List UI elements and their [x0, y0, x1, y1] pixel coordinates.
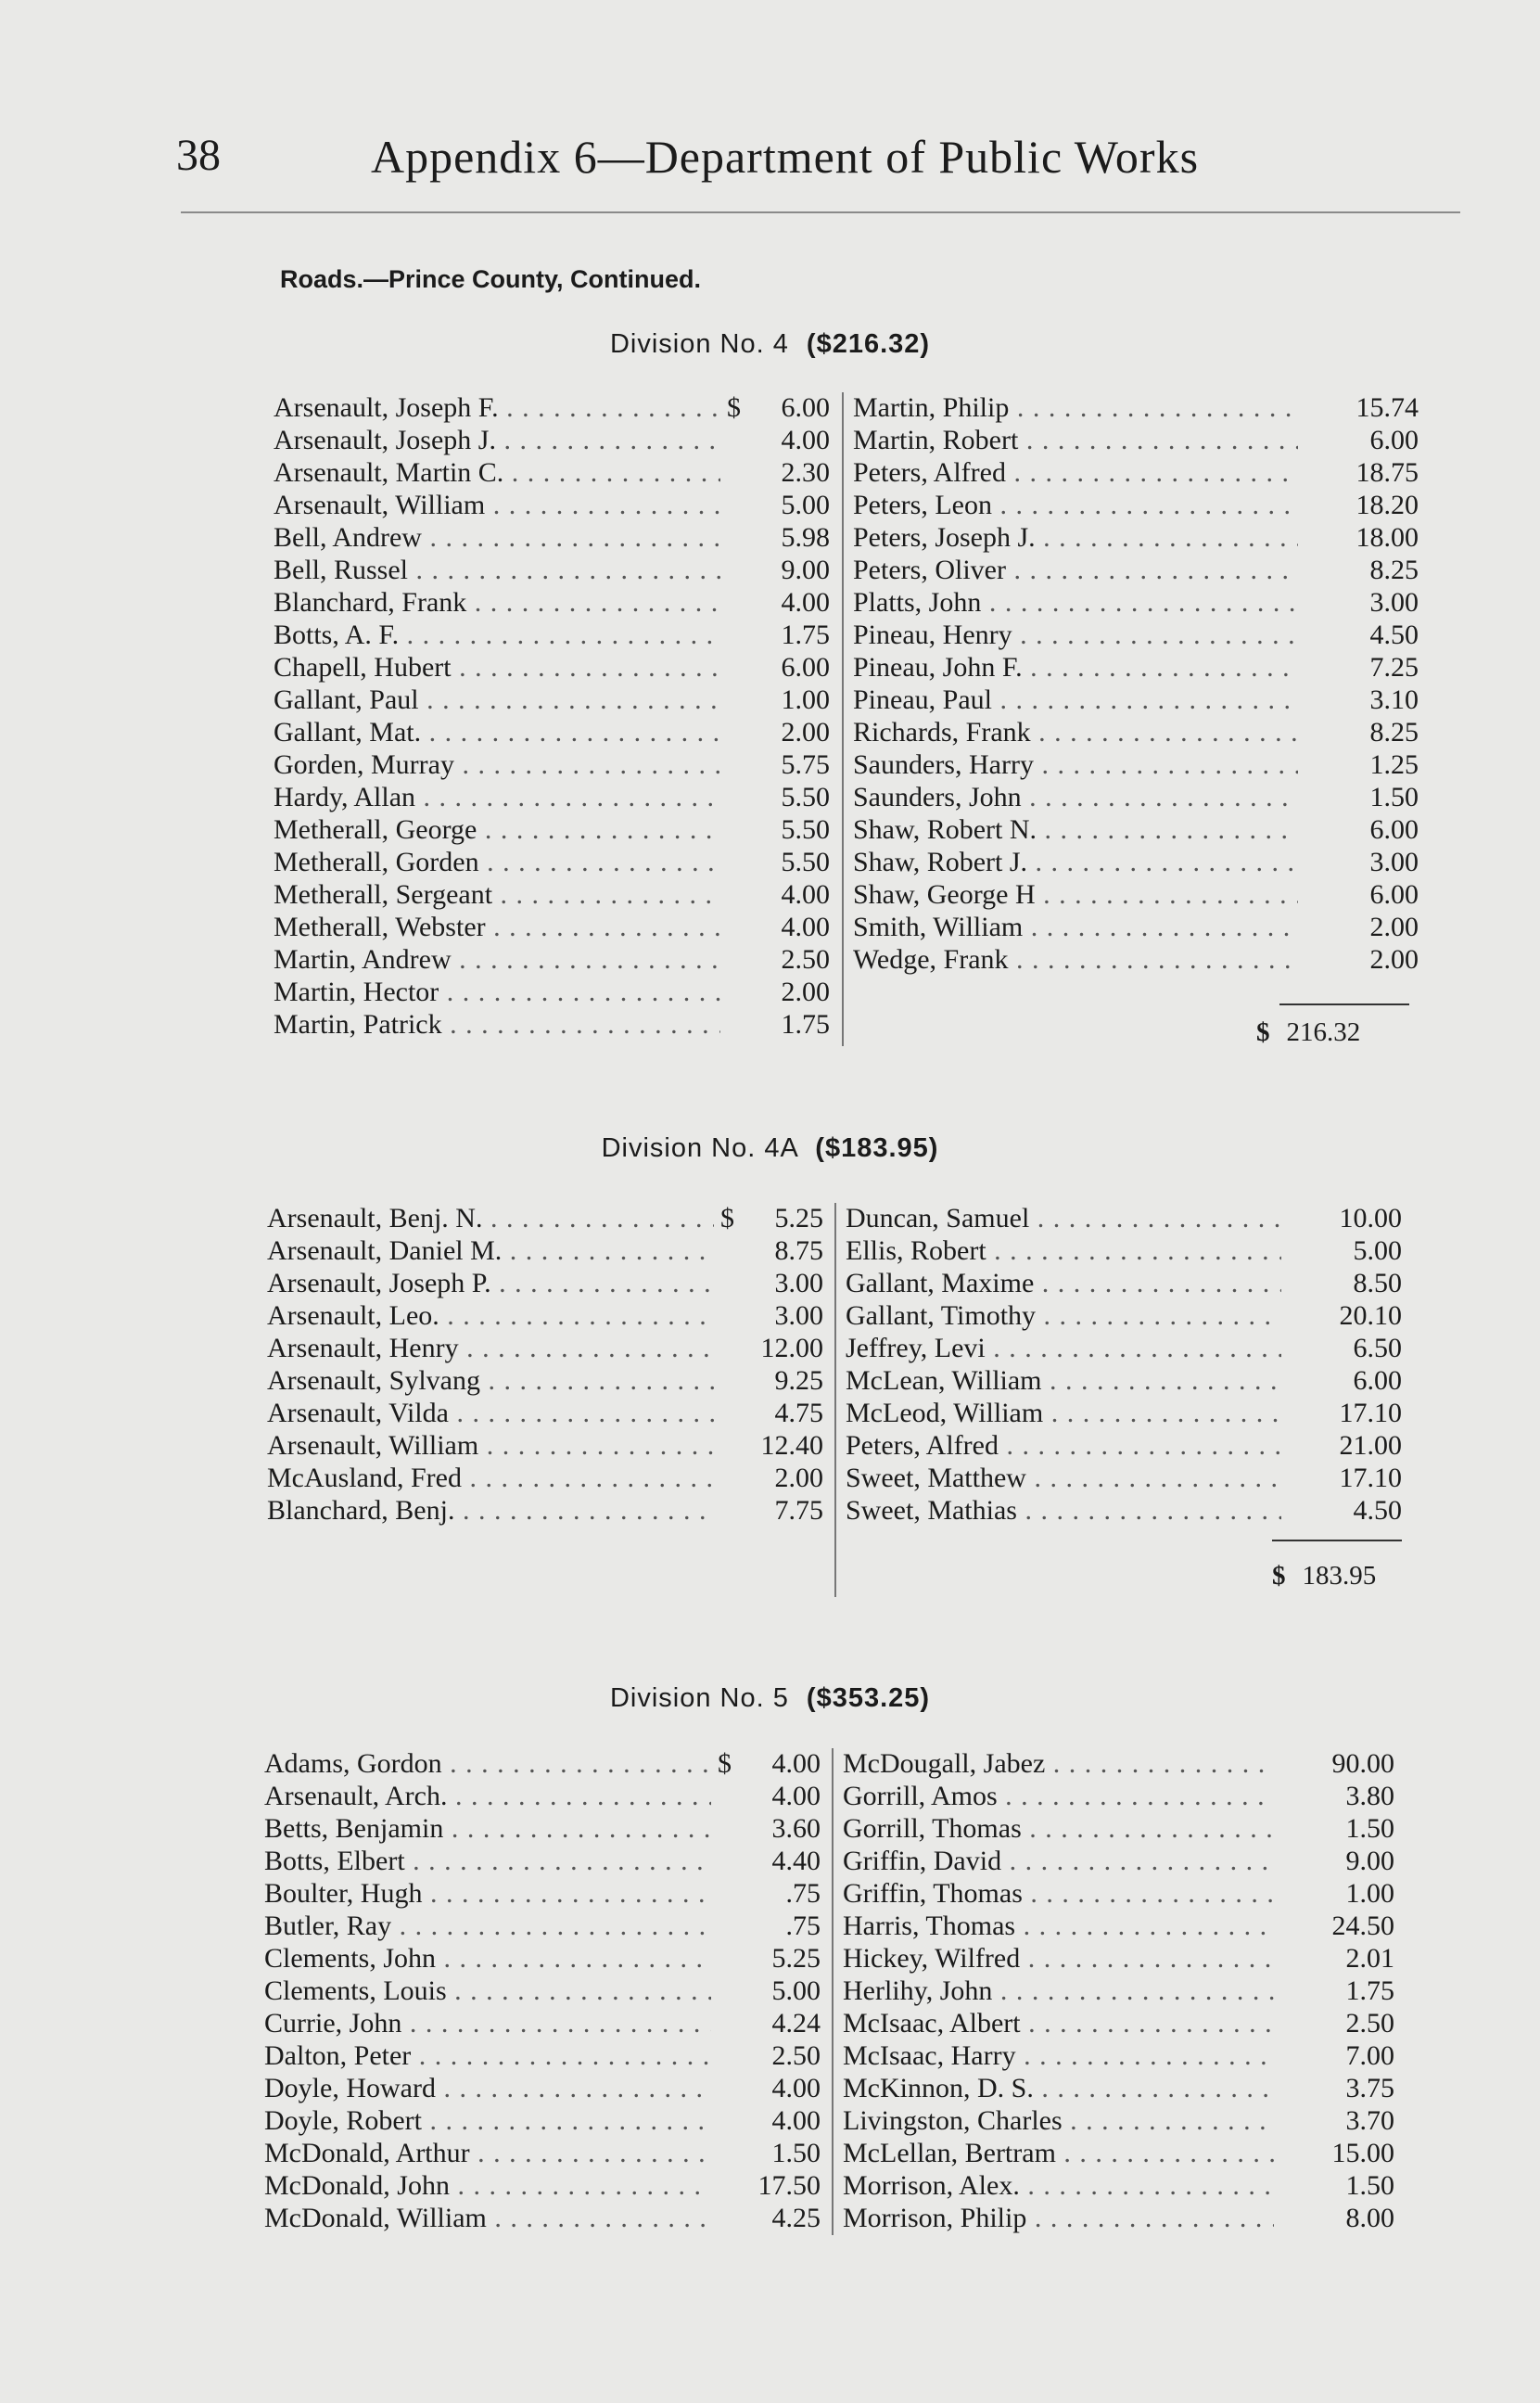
payee-name: Martin, Robert . . .	[853, 425, 1298, 456]
table-row	[264, 1975, 821, 2008]
payee-name: McKinnon, D. S. . . .	[843, 2073, 1274, 2104]
payee-name: Peters, Joseph J. . . .	[853, 522, 1298, 554]
total-rule	[1279, 1003, 1409, 1005]
table-row	[846, 1398, 1540, 1430]
payment-amount: 9.25	[774, 1365, 823, 1396]
payee-name: Gorrill, Amos . . .	[843, 1781, 1274, 1812]
table-row	[853, 425, 1540, 457]
division-title: Division No. 4A	[601, 1133, 798, 1163]
payee-name: Metherall, George . . .	[274, 814, 720, 846]
payment-amount: 1.75	[781, 620, 830, 650]
payment-amount: 20.10	[1339, 1300, 1402, 1331]
column-divider	[842, 392, 844, 1046]
table-row	[853, 620, 1540, 652]
payment-amount: 6.00	[781, 392, 830, 423]
table-row	[274, 814, 830, 847]
payment-amount: 2.00	[1369, 912, 1419, 942]
payee-name: Arsenault, Arch. . . .	[264, 1781, 711, 1812]
payee-name: McLellan, Bertram . . .	[843, 2138, 1274, 2169]
table-row	[846, 1430, 1540, 1463]
payee-name: Arsenault, Joseph P. . . .	[267, 1268, 714, 1299]
payment-amount: 3.10	[1369, 684, 1419, 715]
right-column	[843, 1748, 1540, 2235]
payment-amount: 4.00	[771, 1748, 821, 1779]
payee-name: Hardy, Allan . . .	[274, 782, 720, 813]
payee-name: Peters, Oliver . . .	[853, 555, 1298, 586]
table-row	[853, 490, 1540, 522]
payee-name: Chapell, Hubert . . .	[274, 652, 720, 684]
table-row	[274, 457, 830, 490]
table-row	[843, 1846, 1540, 1878]
payment-amount: 1.50	[1345, 2170, 1394, 2201]
payee-name: Pineau, Henry . . .	[853, 620, 1298, 651]
payee-name: Peters, Alfred . . .	[853, 457, 1298, 489]
table-row	[853, 457, 1540, 490]
payment-amount: 6.00	[1353, 1365, 1402, 1396]
payee-name: Ellis, Robert . . .	[846, 1235, 1281, 1267]
table-row	[274, 1009, 830, 1042]
payee-name: Gallant, Paul . . .	[274, 684, 720, 716]
payee-name: Boulter, Hugh . . .	[264, 1878, 711, 1910]
payment-amount: 6.00	[1369, 814, 1419, 845]
payee-name: Martin, Andrew . . .	[274, 944, 720, 976]
payee-name: Arsenault, Leo. . . .	[267, 1300, 714, 1332]
table-row	[853, 944, 1540, 977]
column-divider	[832, 1748, 834, 2235]
payee-name: Shaw, Robert N. . . .	[853, 814, 1298, 846]
table-row	[274, 749, 830, 782]
payment-amount: 6.00	[1369, 425, 1419, 455]
payee-name: Bell, Andrew . . .	[274, 522, 720, 554]
payee-name: Hickey, Wilfred . . .	[843, 1943, 1274, 1975]
payment-amount: 2.50	[771, 2040, 821, 2071]
payee-name: Morrison, Alex. . . .	[843, 2170, 1274, 2202]
payment-amount: 3.00	[774, 1300, 823, 1331]
total-dollar-sign: $	[1272, 1561, 1286, 1591]
table-row	[267, 1268, 823, 1300]
payee-name: Harris, Thomas . . .	[843, 1911, 1274, 1942]
payment-amount: 4.50	[1369, 620, 1419, 650]
table-row	[274, 587, 830, 620]
payee-name: Metherall, Sergeant . . .	[274, 879, 720, 911]
table-row	[264, 2138, 821, 2170]
payment-amount: 3.80	[1345, 1781, 1394, 1811]
payee-name: Saunders, Harry . . .	[853, 749, 1298, 781]
table-row	[274, 392, 830, 425]
table-row	[264, 1781, 821, 1813]
payment-amount: 6.00	[1369, 879, 1419, 910]
payment-amount: 6.00	[781, 652, 830, 683]
payee-name: Metherall, Webster . . .	[274, 912, 720, 943]
payment-amount: 5.00	[781, 490, 830, 520]
table-row	[843, 2203, 1540, 2235]
table-row	[264, 1911, 821, 1943]
table-row	[264, 1878, 821, 1911]
payment-amount: 4.00	[781, 879, 830, 910]
table-row	[264, 2073, 821, 2105]
table-row	[264, 2008, 821, 2040]
table-row	[853, 782, 1540, 814]
table-row	[267, 1398, 823, 1430]
payee-name: Martin, Philip . . .	[853, 392, 1298, 424]
payee-name: Gorden, Murray . . .	[274, 749, 720, 781]
payee-name: Gallant, Maxime . . .	[846, 1268, 1281, 1299]
table-row	[274, 847, 830, 879]
table-row	[267, 1463, 823, 1495]
payee-name: Arsenault, Martin C. . . .	[274, 457, 720, 489]
table-row	[267, 1430, 823, 1463]
payee-name: McDonald, Arthur . . .	[264, 2138, 711, 2169]
payee-name: Doyle, Howard . . .	[264, 2073, 711, 2104]
table-row	[853, 749, 1540, 782]
table-row	[274, 684, 830, 717]
total-dollar-sign: $	[1256, 1017, 1270, 1047]
payment-amount: 5.00	[771, 1975, 821, 2006]
payment-amount: 4.24	[771, 2008, 821, 2039]
division-heading	[0, 1133, 1540, 1164]
table-row	[843, 2138, 1540, 2170]
payment-amount: 10.00	[1339, 1203, 1402, 1233]
table-row	[274, 652, 830, 684]
payment-amount: 9.00	[1345, 1846, 1394, 1876]
payment-amount: 1.50	[1345, 1813, 1394, 1844]
payment-amount: 8.75	[774, 1235, 823, 1266]
section-subheading: Roads.—Prince County, Continued.	[280, 265, 702, 293]
payee-name: Arsenault, Vilda . . .	[267, 1398, 714, 1429]
table-row	[267, 1203, 823, 1235]
payment-amount: 2.30	[781, 457, 830, 488]
page-header	[176, 130, 1326, 195]
payment-amount: 4.25	[771, 2203, 821, 2233]
table-row	[267, 1235, 823, 1268]
payment-amount: 17.10	[1339, 1398, 1402, 1428]
right-column	[853, 392, 1540, 977]
payment-amount: 2.00	[781, 977, 830, 1007]
table-row	[267, 1333, 823, 1365]
table-row	[843, 2170, 1540, 2203]
payment-amount: 15.00	[1331, 2138, 1394, 2168]
dollar-sign: $	[727, 392, 741, 423]
payee-name: Gallant, Timothy . . .	[846, 1300, 1281, 1332]
payee-name: Arsenault, Sylvang . . .	[267, 1365, 714, 1397]
payment-amount: 15.74	[1355, 392, 1419, 423]
payment-amount: 1.25	[1369, 749, 1419, 780]
table-row	[846, 1365, 1540, 1398]
payee-name: Arsenault, Henry . . .	[267, 1333, 714, 1364]
table-row	[264, 2203, 821, 2235]
table-row	[853, 879, 1540, 912]
payee-name: Betts, Benjamin . . .	[264, 1813, 711, 1845]
table-row	[843, 1975, 1540, 2008]
payment-amount: 90.00	[1331, 1748, 1394, 1779]
payee-name: Blanchard, Frank . . .	[274, 587, 720, 619]
table-row	[264, 1943, 821, 1975]
payment-amount: 2.01	[1345, 1943, 1394, 1974]
payment-amount: 4.00	[771, 2073, 821, 2103]
payment-amount: 5.00	[1353, 1235, 1402, 1266]
payment-amount: 18.00	[1355, 522, 1419, 553]
payment-amount: 17.50	[757, 2170, 821, 2201]
table-row	[264, 2105, 821, 2138]
payee-name: Richards, Frank . . .	[853, 717, 1298, 748]
table-row	[846, 1495, 1540, 1527]
payment-amount: 5.50	[781, 814, 830, 845]
table-row	[853, 814, 1540, 847]
table-row	[843, 1781, 1540, 1813]
payment-amount: 4.50	[1353, 1495, 1402, 1526]
payment-amount: 4.00	[781, 912, 830, 942]
payee-name: Griffin, Thomas . . .	[843, 1878, 1274, 1910]
table-row	[843, 1748, 1540, 1781]
payee-name: Peters, Leon . . .	[853, 490, 1298, 521]
table-row	[843, 1943, 1540, 1975]
payment-amount: 1.75	[1345, 1975, 1394, 2006]
payee-name: Shaw, George H . . .	[853, 879, 1298, 911]
payee-name: McDonald, William . . .	[264, 2203, 711, 2234]
table-row	[274, 717, 830, 749]
division-amount: ($216.32)	[806, 329, 931, 359]
table-row	[264, 1813, 821, 1846]
payee-name: Botts, Elbert . . .	[264, 1846, 711, 1877]
payment-amount: 3.70	[1345, 2105, 1394, 2136]
payee-name: Clements, Louis . . .	[264, 1975, 711, 2007]
payee-name: Arsenault, Daniel M. . . .	[267, 1235, 714, 1267]
division-amount: ($353.25)	[806, 1683, 931, 1713]
payment-amount: 12.40	[760, 1430, 823, 1461]
table-row	[853, 847, 1540, 879]
table-row	[843, 1911, 1540, 1943]
payment-amount: 3.00	[1369, 587, 1419, 618]
table-row	[843, 2105, 1540, 2138]
payee-name: Martin, Patrick . . .	[274, 1009, 720, 1041]
payee-name: McDonald, John . . .	[264, 2170, 711, 2202]
payee-name: Martin, Hector . . .	[274, 977, 720, 1008]
table-row	[274, 425, 830, 457]
payment-amount: 17.10	[1339, 1463, 1402, 1493]
payment-amount: 18.75	[1355, 457, 1419, 488]
payment-amount: 4.00	[781, 425, 830, 455]
payee-name: Metherall, Gorden . . .	[274, 847, 720, 878]
table-row	[846, 1268, 1540, 1300]
table-row	[264, 1846, 821, 1878]
payee-name: Arsenault, William . . .	[267, 1430, 714, 1462]
table-row	[843, 1813, 1540, 1846]
payment-amount: 5.50	[781, 782, 830, 812]
payment-amount: 5.25	[774, 1203, 823, 1233]
payment-amount: 3.75	[1345, 2073, 1394, 2103]
payee-name: Currie, John . . .	[264, 2008, 711, 2039]
payee-name: Arsenault, Benj. N. . . .	[267, 1203, 714, 1234]
payee-name: Clements, John . . .	[264, 1943, 711, 1975]
division-total	[1272, 1561, 1376, 1591]
payment-amount: 8.00	[1345, 2203, 1394, 2233]
table-row	[853, 392, 1540, 425]
payee-name: McLean, William . . .	[846, 1365, 1281, 1397]
payee-name: Arsenault, William . . .	[274, 490, 720, 521]
payment-amount: 7.00	[1345, 2040, 1394, 2071]
table-row	[846, 1235, 1540, 1268]
payee-name: Griffin, David . . .	[843, 1846, 1274, 1877]
payee-name: Gallant, Mat. . . .	[274, 717, 720, 748]
table-row	[846, 1463, 1540, 1495]
payment-amount: 4.00	[771, 2105, 821, 2136]
table-row	[846, 1333, 1540, 1365]
payment-amount: 9.00	[781, 555, 830, 585]
payment-amount: 8.25	[1369, 717, 1419, 748]
payment-amount: 3.00	[774, 1268, 823, 1298]
dollar-sign: $	[718, 1748, 732, 1779]
payment-amount: 21.00	[1339, 1430, 1402, 1461]
table-row	[853, 587, 1540, 620]
payee-name: Botts, A. F. . . .	[274, 620, 720, 651]
total-amount: 183.95	[1302, 1561, 1377, 1591]
payee-name: Doyle, Robert . . .	[264, 2105, 711, 2137]
payment-amount: 2.50	[1345, 2008, 1394, 2039]
page-title: Appendix 6—Department of Public Works	[371, 131, 1200, 183]
payee-name: Duncan, Samuel . . .	[846, 1203, 1281, 1234]
payment-amount: 2.50	[781, 944, 830, 975]
payee-name: Gorrill, Thomas . . .	[843, 1813, 1274, 1845]
payee-name: McIsaac, Harry . . .	[843, 2040, 1274, 2072]
table-row	[274, 944, 830, 977]
payment-amount: 18.20	[1355, 490, 1419, 520]
table-row	[853, 522, 1540, 555]
payment-amount: 1.75	[781, 1009, 830, 1040]
table-row	[264, 2170, 821, 2203]
page-number: 38	[176, 131, 221, 180]
payee-name: Arsenault, Joseph J. . . .	[274, 425, 720, 456]
left-column	[267, 1203, 823, 1527]
payee-name: Herlihy, John . . .	[843, 1975, 1274, 2007]
dollar-sign: $	[720, 1203, 734, 1233]
division-title: Division No. 5	[609, 1683, 789, 1713]
division-total	[1256, 1017, 1360, 1048]
total-rule	[1272, 1540, 1402, 1541]
table-row	[853, 717, 1540, 749]
left-column	[264, 1748, 821, 2235]
table-row	[274, 522, 830, 555]
payee-name: McIsaac, Albert . . .	[843, 2008, 1274, 2039]
table-row	[267, 1365, 823, 1398]
payment-amount: 4.40	[771, 1846, 821, 1876]
table-row	[843, 2073, 1540, 2105]
table-row	[274, 782, 830, 814]
payment-amount: 8.25	[1369, 555, 1419, 585]
payee-name: Sweet, Matthew . . .	[846, 1463, 1281, 1494]
table-row	[264, 1748, 821, 1781]
payment-amount: .75	[785, 1911, 821, 1941]
payment-amount: 8.50	[1353, 1268, 1402, 1298]
payee-name: Shaw, Robert J. . . .	[853, 847, 1298, 878]
payee-name: Saunders, John . . .	[853, 782, 1298, 813]
payment-amount: 2.00	[774, 1463, 823, 1493]
payee-name: Pineau, John F. . . .	[853, 652, 1298, 684]
payment-amount: 3.00	[1369, 847, 1419, 877]
payee-name: Bell, Russel . . .	[274, 555, 720, 586]
payment-amount: 7.25	[1369, 652, 1419, 683]
payment-amount: 24.50	[1331, 1911, 1394, 1941]
table-row	[843, 2040, 1540, 2073]
payment-amount: 1.50	[771, 2138, 821, 2168]
payee-name: McLeod, William . . .	[846, 1398, 1281, 1429]
payment-amount: 1.00	[781, 684, 830, 715]
payee-name: Arsenault, Joseph F. . . .	[274, 392, 720, 424]
payment-amount: 5.25	[771, 1943, 821, 1974]
table-row	[267, 1495, 823, 1527]
payee-name: Jeffrey, Levi . . .	[846, 1333, 1281, 1364]
payee-name: Adams, Gordon . . .	[264, 1748, 711, 1780]
payee-name: Wedge, Frank . . .	[853, 944, 1298, 976]
payee-name: Pineau, Paul . . .	[853, 684, 1298, 716]
payment-amount: 3.60	[771, 1813, 821, 1844]
payment-amount: 5.75	[781, 749, 830, 780]
payment-amount: 5.50	[781, 847, 830, 877]
division-heading	[0, 1683, 1540, 1714]
payment-amount: 4.00	[781, 587, 830, 618]
payment-amount: 5.98	[781, 522, 830, 553]
payee-name: Morrison, Philip . . .	[843, 2203, 1274, 2234]
left-column	[274, 392, 830, 1042]
payment-amount: 7.75	[774, 1495, 823, 1526]
table-row	[274, 912, 830, 944]
right-column	[846, 1203, 1540, 1527]
payee-name: Platts, John . . .	[853, 587, 1298, 619]
table-row	[274, 879, 830, 912]
division-amount: ($183.95)	[815, 1133, 939, 1163]
payee-name: Sweet, Mathias . . .	[846, 1495, 1281, 1527]
payment-amount: .75	[785, 1878, 821, 1909]
table-row	[853, 684, 1540, 717]
division-title: Division No. 4	[609, 329, 789, 359]
table-row	[843, 1878, 1540, 1911]
table-row	[274, 555, 830, 587]
column-divider	[834, 1203, 836, 1597]
payee-name: McAusland, Fred . . .	[267, 1463, 714, 1494]
payee-name: Blanchard, Benj. . . .	[267, 1495, 714, 1527]
payee-name: McDougall, Jabez . . .	[843, 1748, 1274, 1780]
table-row	[264, 2040, 821, 2073]
table-row	[274, 620, 830, 652]
payee-name: Dalton, Peter . . .	[264, 2040, 711, 2072]
payee-name: Peters, Alfred . . .	[846, 1430, 1281, 1462]
table-row	[853, 555, 1540, 587]
table-row	[274, 490, 830, 522]
table-row	[267, 1300, 823, 1333]
payment-amount: 4.75	[774, 1398, 823, 1428]
payment-amount: 4.00	[771, 1781, 821, 1811]
table-row	[843, 2008, 1540, 2040]
table-row	[853, 912, 1540, 944]
table-row	[274, 977, 830, 1009]
table-row	[846, 1300, 1540, 1333]
payment-amount: 12.00	[760, 1333, 823, 1363]
payee-name: Butler, Ray . . .	[264, 1911, 711, 1942]
table-row	[853, 652, 1540, 684]
payment-amount: 2.00	[781, 717, 830, 748]
table-row	[846, 1203, 1540, 1235]
payment-amount: 1.00	[1345, 1878, 1394, 1909]
payee-name: Smith, William . . .	[853, 912, 1298, 943]
header-rule	[181, 211, 1460, 213]
total-amount: 216.32	[1286, 1017, 1361, 1047]
payment-amount: 1.50	[1369, 782, 1419, 812]
division-heading	[0, 329, 1540, 360]
payment-amount: 2.00	[1369, 944, 1419, 975]
payee-name: Livingston, Charles . . .	[843, 2105, 1274, 2137]
payment-amount: 6.50	[1353, 1333, 1402, 1363]
